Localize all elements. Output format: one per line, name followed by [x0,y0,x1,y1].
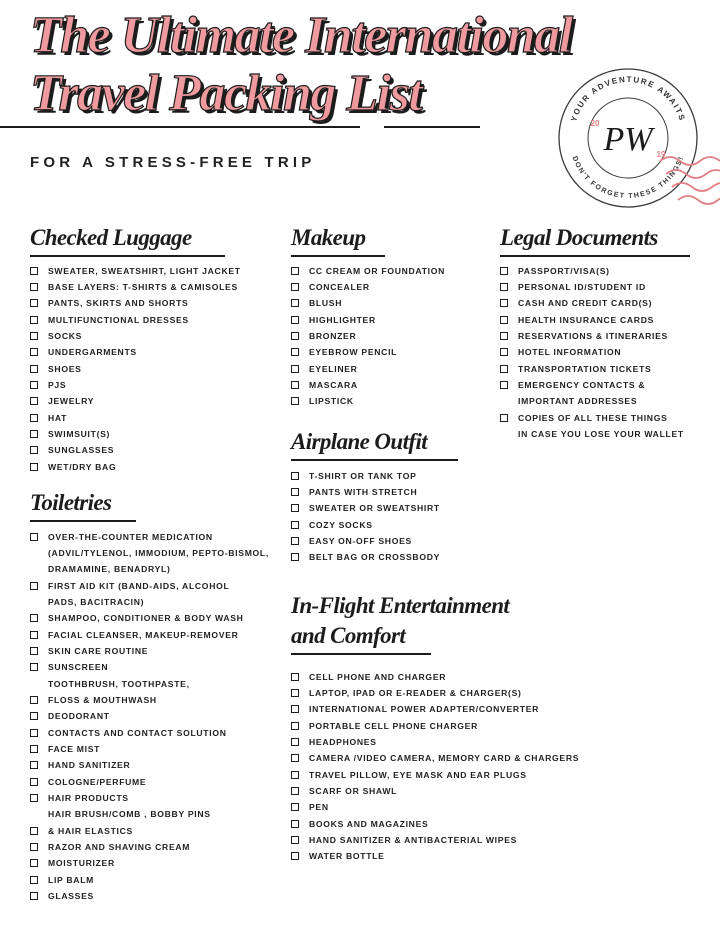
checklist-item[interactable] [30,757,290,773]
checklist-item-label: TRANSPORTATION TICKETS [518,363,652,374]
section-airplane-outfit [291,428,458,566]
stamp-bottom-text: DON'T FORGET THESE THINGS! [570,155,686,201]
checklist-item-label: PANTS WITH STRETCH [309,486,418,497]
checklist-item[interactable] [30,442,225,458]
checkbox-icon[interactable] [291,488,299,496]
checkbox-icon[interactable] [291,722,299,730]
section-underline [30,255,225,257]
checkbox-icon[interactable] [30,631,38,639]
checkbox-icon[interactable] [30,843,38,851]
checklist-item[interactable] [291,263,491,279]
checklist-item-label: SCARF OR SHAWL [309,785,398,796]
checklist-item[interactable] [291,799,591,815]
checklist-item-label: WATER BOTTLE [309,851,385,862]
checklist-item-label: OVER-THE-COUNTER MEDICATION [48,531,213,542]
checkbox-icon[interactable] [30,663,38,671]
checklist-item[interactable] [291,816,591,832]
checkbox-icon[interactable] [30,827,38,835]
checklist-item[interactable] [30,393,225,409]
checklist-item-label: RESERVATIONS & ITINERARIES [518,330,668,341]
stamp-year-left: 20 [590,119,600,128]
checkbox-icon[interactable] [291,472,299,480]
checkbox-icon[interactable] [291,689,299,697]
checklist-item-label: SHAMPOO, CONDITIONER & BODY WASH [48,613,244,624]
subtitle: FOR A STRESS-FREE TRIP [30,154,316,171]
checkbox-icon[interactable] [30,381,38,389]
checklist-item-label: COZY SOCKS [309,519,373,530]
checklist-item-label: TOOTHBRUSH, TOOTHPASTE, [48,678,190,689]
checklist-item[interactable] [30,725,290,741]
checklist-item[interactable] [500,295,690,311]
checklist-item-label: LIPSTICK [309,396,354,407]
checklist-item[interactable] [291,848,591,864]
checklist-item[interactable] [291,549,491,565]
checklist-item-label: HIGHLIGHTER [309,314,376,325]
section-title: Makeup [291,225,366,250]
checklist-item-label: IN CASE YOU LOSE YOUR WALLET [518,428,684,439]
checklist-item[interactable] [291,279,491,295]
section-inflight [291,592,580,865]
checklist-item-label: BRONZER [309,330,357,341]
checkbox-icon[interactable] [30,778,38,786]
checklist-item-label: SUNGLASSES [48,445,115,456]
checklist-item[interactable] [500,344,690,360]
checklist-item-label: WET/DRY BAG [48,461,117,472]
title-underline-right [384,126,480,128]
checklist-item[interactable] [30,459,225,475]
checkbox-icon[interactable] [291,348,299,356]
checklist-item-label: DRAMAMINE, BENADRYL) [48,564,171,575]
checklist-item-label: HAIR PRODUCTS [48,793,129,803]
checklist-item[interactable] [291,832,591,848]
checklist-item-label: SWEATER OR SWEATSHIRT [309,503,440,514]
checkbox-icon[interactable] [291,267,299,275]
checklist-item[interactable] [30,888,290,904]
checkbox-icon[interactable] [291,332,299,340]
checklist-item[interactable] [291,344,491,360]
checklist-item-continuation [30,676,290,692]
checklist-item-label: SUNSCREEN [48,662,109,673]
checkbox-icon[interactable] [30,299,38,307]
checklist-item-label: SWEATER, SWEATSHIRT, LIGHT JACKET [48,265,241,276]
checklist-item[interactable] [291,312,491,328]
section-title: Toiletries [30,490,112,515]
checklist-item-label: RAZOR AND SHAVING CREAM [48,842,191,853]
checklist-item-label: EYELINER [309,363,358,374]
checklist [291,468,491,566]
checklist-item-label: CASH AND CREDIT CARD(S) [518,298,653,309]
checkbox-icon[interactable] [30,414,38,422]
checklist-item-label: MASCARA [309,379,358,390]
checklist-item-label: HEALTH INSURANCE CARDS [518,314,655,325]
checklist-item-label: HOTEL INFORMATION [518,347,622,358]
section-toiletries [30,489,269,904]
checkbox-icon[interactable] [30,876,38,884]
checklist-item[interactable] [291,718,591,734]
checkbox-icon[interactable] [30,696,38,704]
checklist-item[interactable] [291,767,591,783]
checklist-item[interactable] [30,328,225,344]
checklist [500,263,690,443]
checklist [291,669,591,865]
checkbox-icon[interactable] [291,705,299,713]
checklist-item[interactable] [291,484,491,500]
section-underline [291,653,431,655]
checklist-item-label: EMERGENCY CONTACTS & [518,379,646,390]
checklist-item-label: CAMERA /VIDEO CAMERA, MEMORY CARD & CHARGERS [309,753,580,764]
checkbox-icon[interactable] [500,283,508,291]
checklist-item[interactable] [30,790,290,806]
checklist-item[interactable] [30,855,290,871]
checklist-item[interactable] [30,295,225,311]
checklist-item-label: PERSONAL ID/STUDENT ID [518,281,646,292]
checkbox-icon[interactable] [291,754,299,762]
checkbox-icon[interactable] [30,892,38,900]
checkbox-icon[interactable] [291,852,299,860]
checklist-item[interactable] [291,685,591,701]
checklist-item[interactable] [500,312,690,328]
checklist [30,263,241,475]
checkbox-icon[interactable] [30,647,38,655]
checkbox-icon[interactable] [291,397,299,405]
checklist-item[interactable] [30,610,290,626]
section-underline [30,520,136,522]
checkbox-icon[interactable] [30,729,38,737]
checklist-item[interactable] [30,377,225,393]
checkbox-icon[interactable] [291,521,299,529]
section-title-line-1: In-Flight Entertainment [291,593,510,618]
checklist-item-label: HAND SANITIZER & ANTIBACTERIAL WIPES [309,834,518,845]
checklist-item-label: FACIAL CLEANSER, MAKEUP-REMOVER [48,629,239,640]
checklist-item-label: GLASSES [48,891,94,902]
section-title-line-2: and Comfort [291,623,406,648]
checklist-item-label: COLOGNE/PERFUME [48,776,147,787]
checklist-item-label: LAPTOP, IPAD OR E-READER & CHARGER(S) [309,687,522,698]
checkbox-icon[interactable] [291,504,299,512]
checklist-item-label: CC CREAM OR FOUNDATION [309,265,446,276]
checklist-item-label: COPIES OF ALL THESE THINGS [518,412,668,423]
section-checked-luggage [30,224,241,475]
checklist-item-label: LIP BALM [48,874,95,885]
checklist-item[interactable] [500,361,690,377]
checklist-item-label: BELT BAG OR CROSSBODY [309,552,441,563]
checkbox-icon[interactable] [291,803,299,811]
section-title: Checked Luggage [30,225,192,250]
checklist-item-label: CELL PHONE AND CHARGER [309,671,447,682]
checklist-item[interactable] [30,279,238,295]
checklist-item-label: CONCEALER [309,281,370,292]
checklist-item-label: HAIR BRUSH/COMB , BOBBY PINS [48,809,211,820]
checkbox-icon[interactable] [500,381,508,389]
checklist-item[interactable] [291,669,591,685]
checklist-item-label: HAND SANITIZER [48,760,131,771]
checklist-item-label: BOOKS AND MAGAZINES [309,818,429,829]
checkbox-icon[interactable] [30,614,38,622]
checklist-item-label: BASE LAYERS: T-SHIRTS & CAMISOLES [48,281,238,292]
checkbox-icon[interactable] [30,397,38,405]
checkbox-icon[interactable] [291,836,299,844]
checkbox-icon[interactable] [30,859,38,867]
checklist-item-label: PORTABLE CELL PHONE CHARGER [309,720,478,731]
checkbox-icon[interactable] [291,771,299,779]
checklist-item[interactable] [30,659,290,675]
checklist-item-label: PANTS, SKIRTS AND SHORTS [48,298,189,309]
checklist-item[interactable] [30,774,290,790]
checkbox-icon[interactable] [30,430,38,438]
section-underline [500,255,690,257]
checklist-item[interactable] [30,312,225,328]
checklist-item-label: SHOES [48,363,82,374]
checklist-item-label: FIRST AID KIT (BAND-AIDS, ALCOHOL [48,580,230,591]
checklist-item[interactable] [30,872,290,888]
checklist-item[interactable] [30,361,225,377]
checklist-item[interactable] [291,701,591,717]
checklist-item[interactable] [500,377,690,393]
checkbox-icon[interactable] [30,365,38,373]
checkbox-icon[interactable] [291,673,299,681]
checklist-item[interactable] [30,410,225,426]
checklist-item[interactable] [30,529,290,545]
checklist-item-label: BLUSH [309,298,343,309]
checklist-item-continuation [30,594,290,610]
checkbox-icon[interactable] [500,414,508,422]
checklist-item-label: INTERNATIONAL POWER ADAPTER/CONVERTER [309,704,540,715]
checklist-item[interactable] [500,279,690,295]
checklist-item-label: SOCKS [48,330,83,341]
checklist-item-label: FLOSS & MOUTHWASH [48,694,157,705]
title-line-2: Travel Packing List [30,65,422,122]
checkbox-icon[interactable] [30,745,38,753]
checkbox-icon[interactable] [500,332,508,340]
checklist-item-label: UNDERGARMENTS [48,347,137,358]
checkbox-icon[interactable] [291,283,299,291]
checklist-item-label: HEADPHONES [309,736,377,747]
checklist-item[interactable] [500,263,690,279]
checklist-item[interactable] [30,344,225,360]
checklist-item[interactable] [291,750,591,766]
postmark-stamp [548,64,720,234]
checkbox-icon[interactable] [291,537,299,545]
checklist-item[interactable] [291,533,491,549]
checklist-item-label: JEWELRY [48,396,95,407]
checkbox-icon[interactable] [30,582,38,590]
checkbox-icon[interactable] [500,348,508,356]
checklist-item-label: EASY ON-OFF SHOES [309,535,412,546]
checkbox-icon[interactable] [30,446,38,454]
checklist-item[interactable] [291,783,591,799]
stamp-year-right: 19 [656,150,666,159]
checklist [291,263,491,410]
checklist-item[interactable] [291,500,491,516]
checklist-item-label: PASSPORT/VISA(S) [518,265,610,276]
checkbox-icon[interactable] [291,553,299,561]
checkbox-icon[interactable] [291,299,299,307]
section-underline [291,459,458,461]
checklist-item[interactable] [30,839,290,855]
checkbox-icon[interactable] [30,533,38,541]
checklist-item-continuation [500,426,690,442]
checklist-item[interactable] [291,468,491,484]
section-underline [291,255,385,257]
checkbox-icon[interactable] [30,348,38,356]
checkbox-icon[interactable] [30,283,38,291]
checklist-item[interactable] [291,328,491,344]
checklist-item-continuation [30,806,290,822]
checklist-item[interactable] [30,643,290,659]
checklist-item[interactable] [500,410,690,426]
checklist-item-label: IMPORTANT ADDRESSES [518,396,638,407]
checklist-item[interactable] [500,328,690,344]
checkbox-icon[interactable] [30,712,38,720]
checklist-item-label: CONTACTS AND CONTACT SOLUTION [48,727,227,738]
checkbox-icon[interactable] [291,316,299,324]
checkbox-icon[interactable] [291,381,299,389]
checklist-item[interactable] [30,263,241,279]
checklist-item-continuation [30,561,290,577]
checkbox-icon[interactable] [291,820,299,828]
checklist-item[interactable] [291,393,491,409]
stamp-top-text: YOUR ADVENTURE AWAITS [569,74,687,123]
checklist-item[interactable] [30,627,290,643]
checkbox-icon[interactable] [291,738,299,746]
checklist-item-label: T-SHIRT OR TANK TOP [309,470,417,481]
checklist-item-label: MOISTURIZER [48,858,115,869]
checklist-item[interactable] [291,734,591,750]
checklist-item-continuation [30,545,290,561]
checklist-item[interactable] [30,692,290,708]
checklist-item-continuation [500,393,690,409]
checkbox-icon[interactable] [500,365,508,373]
checkbox-icon[interactable] [500,267,508,275]
checklist-item[interactable] [30,708,290,724]
title-underline-left [0,126,360,128]
checklist-item-label: SWIMSUIT(S) [48,428,111,439]
section-legal-documents [500,224,690,442]
checklist-item-label: EYEBROW PENCIL [309,347,398,358]
checklist-item-label: SKIN CARE ROUTINE [48,645,149,656]
checklist-item[interactable] [30,426,225,442]
checklist-item[interactable] [291,361,491,377]
checklist-item[interactable] [291,517,491,533]
checkbox-icon[interactable] [30,463,38,471]
checklist-item-label: PJS [48,379,67,390]
section-title: Airplane Outfit [291,429,428,454]
checklist-item-label: FACE MIST [48,743,101,754]
checkbox-icon[interactable] [30,332,38,340]
checkbox-icon[interactable] [30,267,38,275]
checklist-item[interactable] [30,741,290,757]
section-makeup [291,224,446,410]
checklist-item-label: DEODORANT [48,711,110,722]
checklist-item-label: (ADVIL/TYLENOL, IMMODIUM, PEPTO-BISMOL, [48,547,269,558]
checklist-item-label: & HAIR ELASTICS [48,825,133,836]
checkbox-icon[interactable] [291,365,299,373]
checklist-item-label: TRAVEL PILLOW, EYE MASK AND EAR PLUGS [309,769,527,780]
section-title: Legal Documents [500,225,658,250]
checkbox-icon[interactable] [291,787,299,795]
checkbox-icon[interactable] [30,761,38,769]
checklist-item[interactable] [30,823,290,839]
checkbox-icon[interactable] [30,316,38,324]
checklist-item-label: PADS, BACITRACIN) [48,596,145,607]
checkbox-icon[interactable] [30,794,38,802]
checkbox-icon[interactable] [500,316,508,324]
checklist-item[interactable] [291,295,491,311]
checklist-item[interactable] [30,578,290,594]
checklist-item[interactable] [291,377,491,393]
checklist-item-label: MULTIFUNCTIONAL DRESSES [48,314,189,325]
checklist [30,529,290,905]
checkbox-icon[interactable] [500,299,508,307]
checklist-item-label: HAT [48,412,68,423]
title-line-1: The Ultimate International [30,7,572,64]
checklist-item-label: PEN [309,802,329,813]
stamp-monogram: PW [603,121,653,158]
